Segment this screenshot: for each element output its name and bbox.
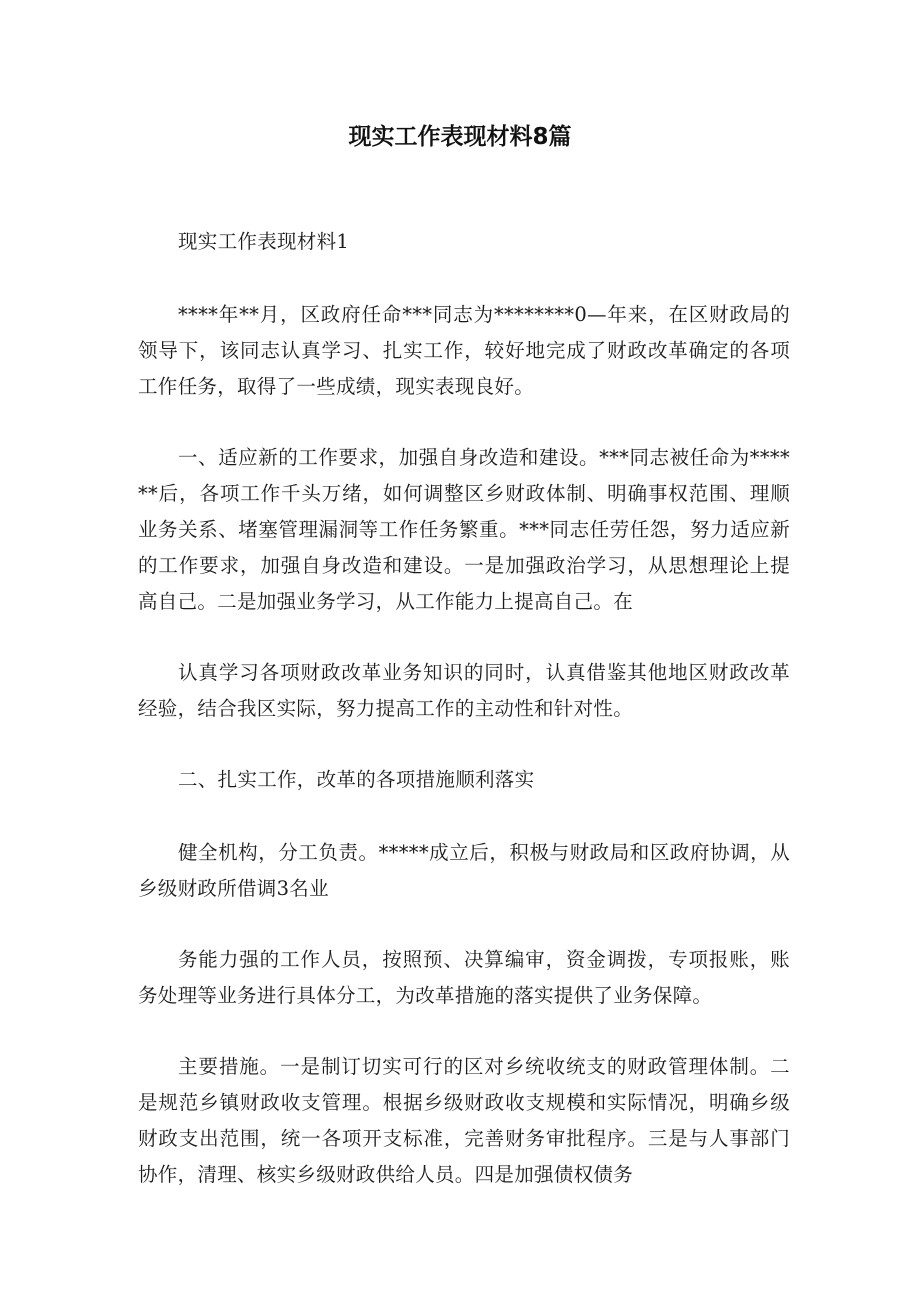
paragraph: 主要措施。一是制订切实可行的区对乡统收统支的财政管理体制。二是规范乡镇财政收支管理。根据乡级财政收支规模和实际情况，明确乡级财政支出范围，统一各项开支标准，完善财务审批程序。三是与人事部门协作，清理、核实乡级财政供给人员。四是加强债权债务: [138, 1055, 790, 1186]
document-body: [138, 224, 790, 1228]
paragraph: 健全机构，分工负责。*****成立后，积极与财政局和区政府协调，从乡级财政所借调3名业: [138, 841, 790, 900]
section-heading: 现实工作表现材料1: [178, 230, 350, 253]
paragraph: 一、适应新的工作要求，加强自身改造和建设。***同志被任命为******后，各项工作千头万绪，如何调整区乡财政体制、明确事权范围、理顺业务关系、堵塞管理漏洞等工作任务繁重。***同志任劳任怨，努力适应新的工作要求，加强自身改造和建设。一是加强政治学习，从思想理论上提高自己。二是加强业务学习，从工作能力上提高自己。在: [138, 446, 790, 613]
paragraph: 务能力强的工作人员，按照预、决算编审，资金调拨，专项报账，账务处理等业务进行具体分工，为改革措施的落实提供了业务保障。: [138, 948, 790, 1007]
paragraph: ****年**月，区政府任命***同志为********0—年来，在区财政局的领导下，该同志认真学习、扎实工作，较好地完成了财政改革确定的各项工作任务，取得了一些成绩，现实表现良好。: [138, 303, 790, 398]
document-title: 现实工作表现材料8篇: [348, 124, 572, 150]
section-heading: 二、扎实工作，改革的各项措施顺利落实: [178, 768, 535, 791]
paragraph: 认真学习各项财政改革业务知识的同时，认真借鉴其他地区财政改革经验，结合我区实际，努力提高工作的主动性和针对性。: [138, 661, 790, 720]
